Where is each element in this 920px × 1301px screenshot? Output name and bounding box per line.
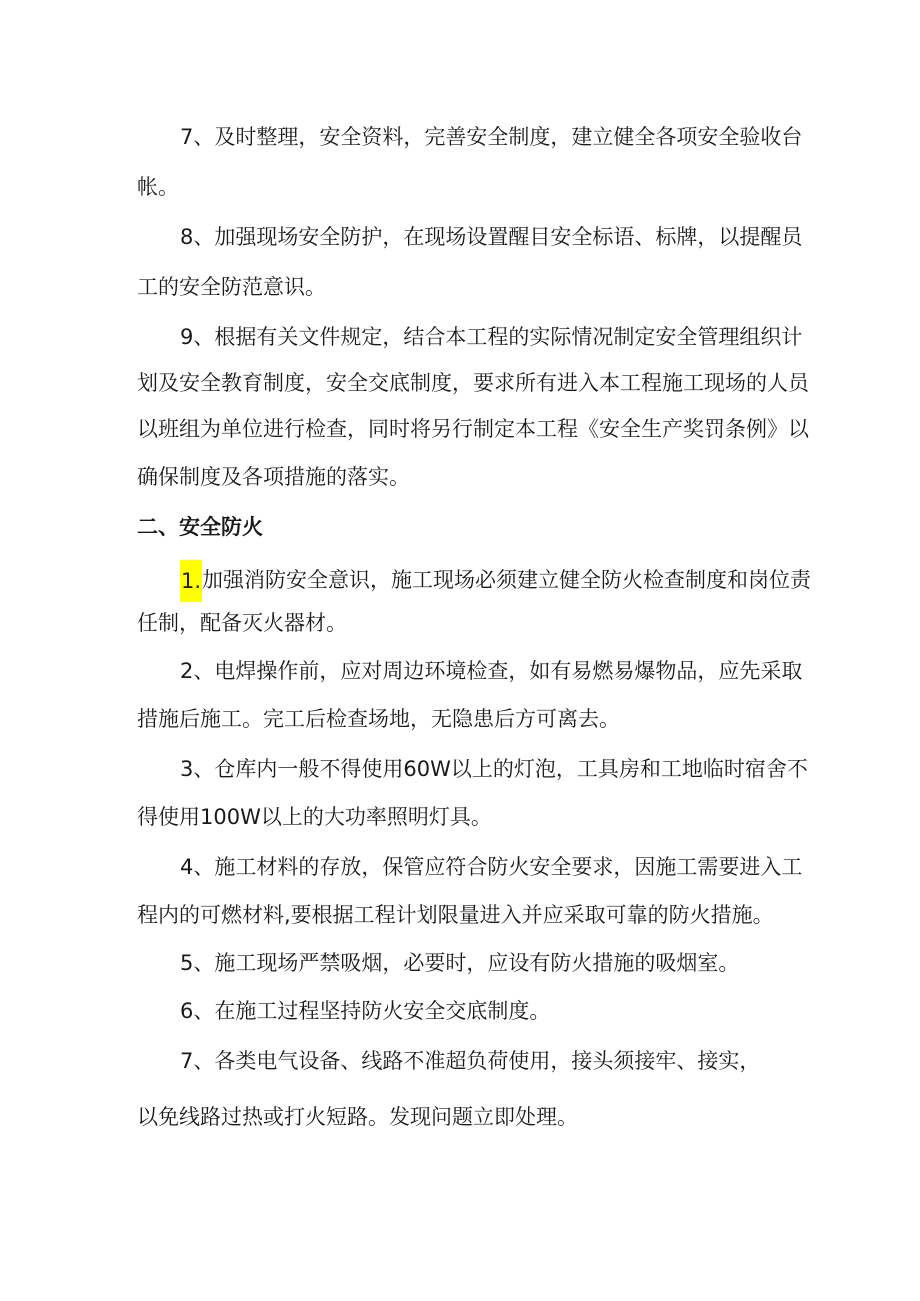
paragraph-8-line-1: 8、加强现场安全防护，在现场设置醒目安全标语、标牌，以提醒员	[180, 225, 803, 249]
fire-paragraph-5: 5、施工现场严禁吸烟，必要时，应设有防火措施的吸烟室。	[180, 951, 740, 975]
fire-paragraph-3-line-2: 得使用100W以上的大功率照明灯具。	[137, 805, 492, 829]
fire-paragraph-3-line-1: 3、仓库内一般不得使用60W以上的灯泡，工具房和工地临时宿舍不	[180, 757, 808, 781]
fire-paragraph-7-line-2: 以免线路过热或打火短路。发现问题立即处理。	[137, 1105, 578, 1129]
fire-paragraph-6: 6、在施工过程坚持防火安全交底制度。	[180, 999, 551, 1023]
fire-paragraph-7-line-1: 7、各类电气设备、线路不准超负荷使用，接头须接牢、接实，	[180, 1049, 761, 1073]
paragraph-9-line-1: 9、根据有关文件规定，结合本工程的实际情况制定安全管理组织计	[180, 325, 803, 349]
fire-paragraph-1-line-2: 任制，配备灭火器材。	[137, 611, 347, 635]
paragraph-7-line-1: 7、及时整理，安全资料，完善安全制度，建立健全各项安全验收台	[180, 125, 803, 149]
paragraph-9-line-4: 确保制度及各项措施的落实。	[137, 465, 410, 489]
paragraph-9-line-3: 以班组为单位进行检查，同时将另行制定本工程《安全生产奖罚条例》以	[137, 417, 809, 441]
fire-paragraph-1-text: 加强消防安全意识，施工现场必须建立健全防火检查制度和岗位责	[202, 568, 812, 592]
fire-paragraph-4-line-2: 程内的可燃材料,要根据工程计划限量进入并应采取可靠的防火措施。	[137, 903, 774, 927]
paragraph-8-line-2: 工的安全防范意识。	[137, 275, 326, 299]
fire-paragraph-4-line-1: 4、施工材料的存放，保管应符合防火安全要求，因施工需要进入工	[180, 855, 803, 879]
paragraph-9-line-2: 划及安全教育制度，安全交底制度，要求所有进入本工程施工现场的人员	[137, 371, 809, 395]
fire-paragraph-1-line-1	[180, 560, 811, 602]
highlighted-number-marker: 1.	[180, 560, 202, 602]
fire-paragraph-2-line-1: 2、电焊操作前，应对周边环境检查，如有易燃易爆物品，应先采取	[180, 659, 803, 683]
paragraph-7-line-2: 帐。	[137, 175, 179, 199]
section-heading-fire-safety: 二、安全防火	[137, 515, 263, 539]
fire-paragraph-2-line-2: 措施后施工。完工后检查场地，无隐患后方可离去。	[137, 707, 620, 731]
